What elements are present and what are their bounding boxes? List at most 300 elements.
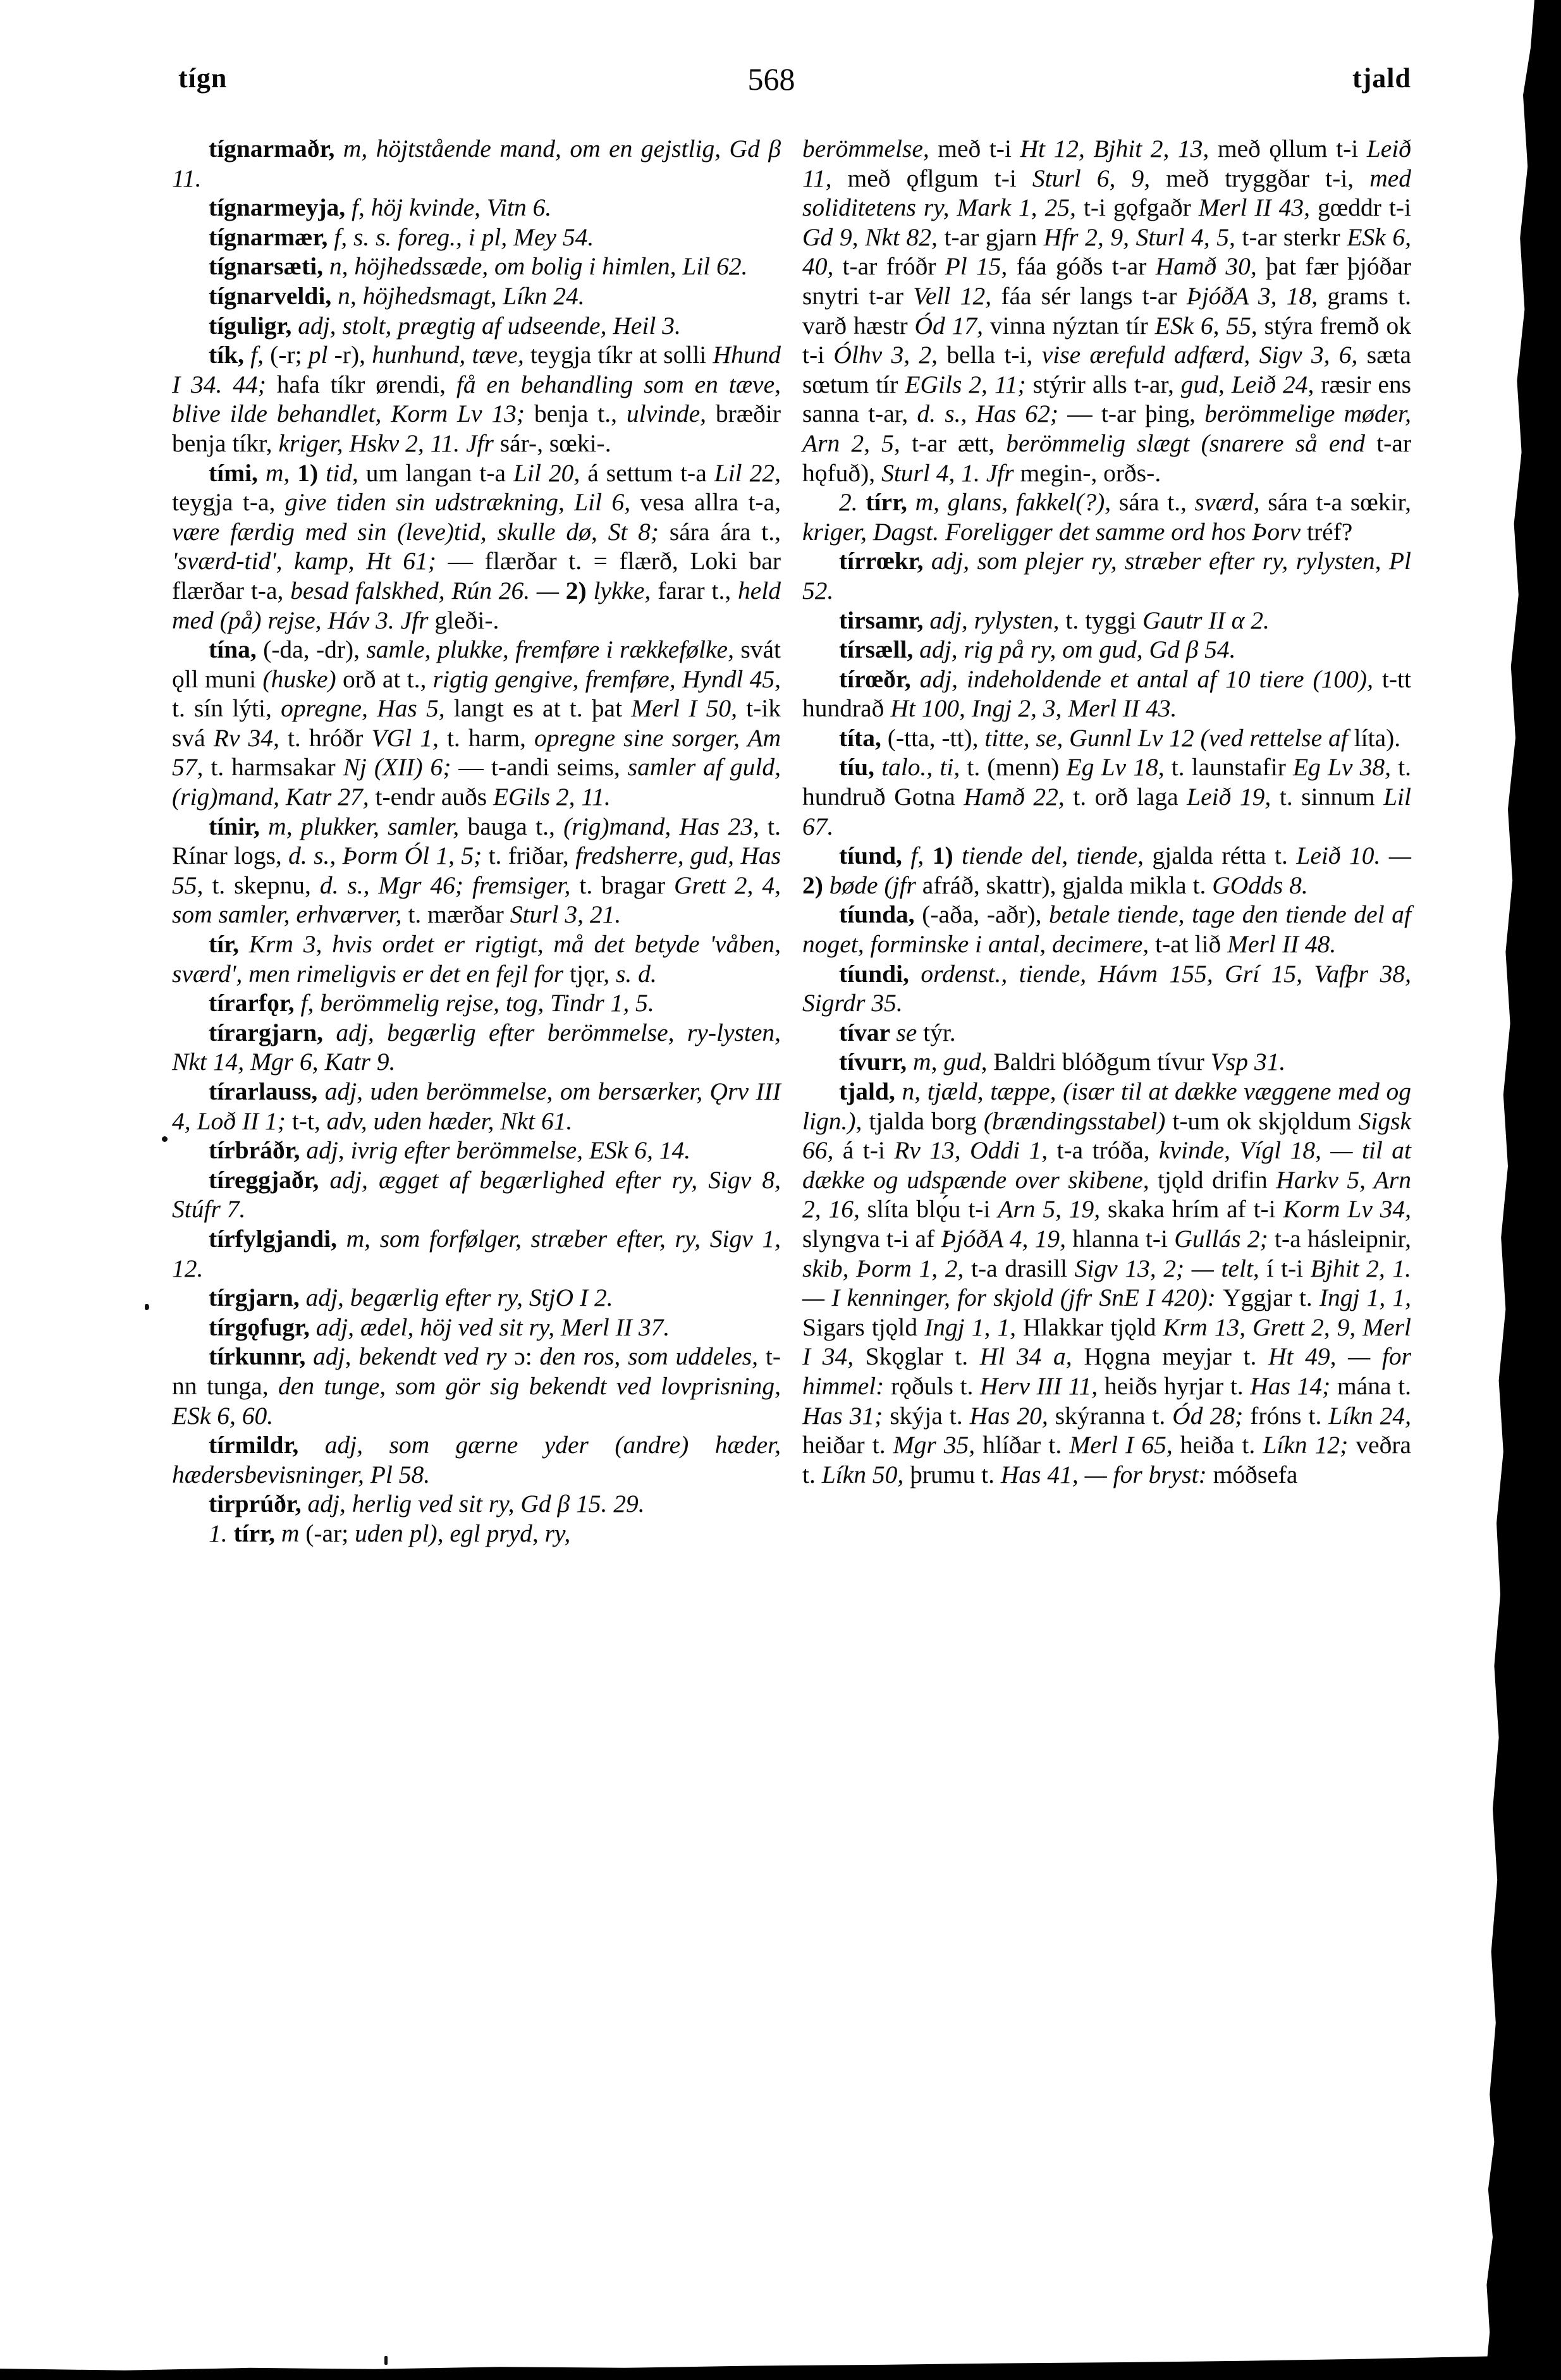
headword: tíreggjaðr,: [209, 1165, 330, 1194]
text-run: svát ǫll muni: [172, 635, 781, 693]
headword: tínir,: [209, 812, 269, 840]
text-run: EGils 2, 11.: [493, 783, 611, 811]
text-run: 'sværd-tid', kamp, Ht 61;: [172, 547, 448, 575]
text-run: adj, stolt, prægtig af udseende, Heil 3.: [298, 311, 681, 340]
text-run: 1): [932, 842, 962, 870]
text-run: heiða t.: [1180, 1431, 1263, 1459]
headword: tíund,: [839, 842, 911, 870]
text-run: með ǫflgum t-i: [847, 164, 1032, 192]
text-run: Has 31;: [802, 1401, 890, 1430]
headword: tírfylgjandi,: [209, 1224, 346, 1253]
text-run: t. bragar: [579, 871, 674, 899]
text-run: Vell 12,: [913, 281, 1001, 310]
text-run: adj, ædel, höj ved sit ry, Merl II 37.: [315, 1313, 670, 1341]
text-run: med soliditetens ry, Mark 1, 25,: [802, 164, 1411, 222]
text-run: Ingj 1, 1,: [1319, 1284, 1411, 1312]
text-run: betale tiende, tage den tiende del af noget, forminske i antal, decimere,: [802, 900, 1411, 959]
text-run: ræsir ens sanna t-ar,: [802, 370, 1412, 428]
scan-edge-right: [1485, 0, 1561, 2380]
text-run: Sigv 13, 2; — telt,: [1074, 1254, 1267, 1282]
text-run: Lil 20,: [513, 458, 588, 487]
dictionary-entry: [172, 1430, 781, 1489]
text-run: berömmelige møder, Arn 2, 5,: [802, 400, 1411, 457]
text-run: Merl II 43,: [1198, 193, 1318, 222]
text-run: sværd,: [1194, 488, 1268, 517]
headword: tír,: [209, 930, 249, 959]
text-run: Hamð 30,: [1155, 252, 1266, 281]
headword: tívar: [839, 1018, 897, 1046]
dictionary-entry: [172, 281, 781, 311]
dictionary-entry: [802, 1018, 1411, 1048]
text-run: n, tjæld, tæppe, (især til at dække væggene med og lign.),: [802, 1077, 1412, 1135]
text-run: EGils 2, 11;: [905, 370, 1033, 398]
text-run: d. s., Þorm Ól 1, 5;: [288, 842, 489, 870]
text-run: Merl I 65,: [1069, 1431, 1180, 1459]
text-run: t. (menn): [967, 753, 1067, 782]
text-run: adj, som plejer ry, stræber efter ry, rylysten, Pl 52.: [802, 547, 1411, 604]
text-run: t-a hásleipnir,: [1275, 1224, 1411, 1253]
text-run: með t-i: [938, 135, 1020, 163]
text-run: t. harmsakar: [211, 753, 343, 782]
text-run: samler af guld, (rig)mand, Katr 27,: [172, 753, 781, 811]
text-run: 1.: [209, 1519, 234, 1547]
text-run: t. tyggi: [1065, 606, 1143, 634]
scan-speck: [162, 1136, 168, 1142]
text-run: få en behandling som en tæve, blive ilde behandlet, Korm Lv 13;: [172, 370, 781, 428]
text-run: hunhund, tæve,: [372, 341, 530, 369]
text-run: skýranna t.: [1055, 1401, 1173, 1430]
dictionary-entry: [172, 1342, 781, 1430]
text-run: (-aða, -aðr),: [922, 900, 1050, 929]
text-run: stýrir alls t-ar,: [1032, 370, 1181, 398]
headword: títa,: [839, 723, 888, 752]
text-run: Pl 15,: [945, 252, 1017, 281]
text-run: m, höjtstående mand, om en gejstlig, Gd β 11.: [172, 135, 781, 192]
headword: tirsamr,: [839, 606, 930, 634]
text-run: rigtig gengive, fremføre, Hyndl 45,: [432, 665, 781, 693]
text-run: 1): [297, 458, 326, 487]
text-run: megin-, orðs-.: [1020, 458, 1161, 487]
text-run: d. s., Has 62;: [917, 400, 1068, 428]
text-run: (brændingsstabel): [983, 1107, 1173, 1135]
page-number: 568: [747, 61, 795, 97]
text-run: rǫðuls t.: [891, 1371, 980, 1400]
headword: tígnarmeyja,: [209, 193, 352, 222]
text-run: Korm Lv 34,: [1283, 1195, 1412, 1224]
text-run: Rv 13, Oddi 1,: [894, 1136, 1057, 1165]
text-run: Leið 11,: [802, 135, 1411, 192]
text-run: slíta blǫ́u t-i: [867, 1195, 998, 1224]
dictionary-entry: [802, 900, 1411, 959]
text-run: s. d.: [616, 959, 657, 988]
text-run: Krm 13, Grett 2, 9, Merl I 34,: [802, 1313, 1411, 1371]
text-run: Sturl 4, 1. Jfr: [881, 458, 1020, 487]
text-run: Ód 28;: [1172, 1401, 1251, 1430]
text-run: t. sín lýti,: [172, 694, 281, 723]
text-run: t-t,: [291, 1107, 327, 1135]
dictionary-entry: [802, 134, 1411, 488]
text-run: VGl 1,: [371, 723, 447, 752]
dictionary-entry: [172, 1018, 781, 1077]
dictionary-entry: [172, 193, 781, 223]
text-run: Gullás 2;: [1174, 1224, 1275, 1253]
text-run: adj, rig på ry, om gud, Gd β 54.: [919, 635, 1236, 664]
text-run: adj, ægget af begærlighed efter ry, Sigv 8, Stúfr 7.: [172, 1165, 781, 1224]
text-run: f,: [910, 842, 933, 870]
text-run: Líkn 24,: [1328, 1401, 1411, 1430]
text-run: t-at lið: [1155, 930, 1228, 959]
text-run: tjǫld drifin: [1158, 1165, 1276, 1194]
text-run: ÞjóðA 4, 19,: [941, 1224, 1073, 1253]
text-run: n, höjhedsmagt, Líkn 24.: [338, 281, 585, 310]
text-run: sára t.,: [1118, 488, 1195, 517]
text-run: t-ar fróðr: [842, 252, 945, 281]
dictionary-entry: [172, 929, 781, 988]
dictionary-entry: [172, 223, 781, 252]
text-run: Ód 17,: [914, 311, 990, 340]
text-run: fredsherre, gud, Has 55,: [172, 842, 781, 899]
text-run: Leið 10. —: [1296, 842, 1411, 870]
text-run: t-a drasill: [970, 1254, 1075, 1282]
text-run: skaka hrím af t-i: [1107, 1195, 1283, 1224]
text-run: f, höj kvinde, Vitn 6.: [351, 193, 552, 222]
text-run: heiðs hyrjar t.: [1104, 1371, 1251, 1400]
dictionary-entry: [172, 340, 781, 458]
text-run: sára t-a sœkir,: [1268, 488, 1411, 517]
text-run: Merl II 48.: [1227, 930, 1337, 959]
text-run: berömmelse,: [802, 135, 938, 163]
text-run: t. skepnu,: [212, 871, 320, 899]
text-run: Hl 34 a,: [979, 1342, 1084, 1371]
headword: tíundi,: [839, 959, 921, 988]
text-run: — flærðar t. = flærð, Loki bar flærðar t-a,: [172, 547, 781, 604]
text-run: Leið 19,: [1187, 783, 1280, 811]
text-run: t. launstafir: [1171, 753, 1293, 782]
text-run: t-i gǫfgaðr: [1083, 193, 1199, 222]
text-run: benja t.,: [534, 400, 627, 428]
text-run: titte, se, Gunnl Lv 12 (ved rettelse af: [984, 723, 1354, 752]
text-run: Eg Lv 18,: [1066, 753, 1172, 782]
text-run: talo., ti,: [881, 753, 967, 782]
dictionary-entry: [172, 252, 781, 281]
headword: tírrœkr,: [839, 547, 931, 575]
text-run: fáa sér langs t-ar: [1001, 281, 1187, 310]
text-run: — t-ar þing,: [1067, 400, 1205, 428]
text-run: Líkn 50,: [821, 1460, 910, 1488]
text-run: með tryggðar t-i,: [1166, 164, 1370, 192]
text-run: t-ar sterkr: [1242, 223, 1347, 251]
dictionary-entry: [172, 988, 781, 1018]
text-run: berömmelig slægt (snarere så end: [1006, 429, 1377, 457]
text-run: Mgr 35,: [893, 1431, 983, 1459]
headword: tírarlauss,: [209, 1077, 325, 1105]
text-run: Arn 5, 19,: [998, 1195, 1108, 1224]
text-run: kriger, Hskv 2, 11. Jfr: [278, 429, 500, 457]
text-run: Ht 12, Bjhit 2, 13,: [1020, 135, 1218, 163]
dictionary-entry: [802, 488, 1411, 546]
headword: tírgǫfugr,: [209, 1313, 316, 1341]
text-run: Has 20,: [969, 1401, 1055, 1430]
headword: tími,: [209, 458, 266, 487]
text-run: tiende del, tiende,: [962, 842, 1153, 870]
text-run: Merl I 50,: [631, 694, 747, 723]
text-run: adj, uden berömmelse, om bersærker, Ǫrv III 4, Loð II 1;: [172, 1077, 781, 1135]
text-run: Líkn 12;: [1263, 1431, 1356, 1459]
text-run: tírr,: [866, 488, 915, 517]
text-run: besad falskhed, Rún 26. —: [290, 576, 566, 604]
dictionary-entry: [172, 1224, 781, 1283]
text-run: — t-andi seims,: [458, 753, 628, 782]
text-run: ɔ:: [514, 1342, 540, 1371]
text-run: -r),: [334, 341, 372, 369]
text-run: týr.: [923, 1018, 956, 1046]
dictionary-entry: [802, 546, 1411, 605]
headword: tírmildr,: [209, 1431, 325, 1459]
text-run: Ólhv 3, 2,: [833, 341, 947, 369]
header-last-headword: tjald: [1352, 63, 1411, 94]
text-run: líta).: [1354, 723, 1401, 752]
text-run: t-tt hundrað: [802, 665, 1411, 723]
text-run: tjǫr,: [570, 959, 616, 988]
dictionary-entry: [802, 959, 1411, 1018]
text-run: þrumu t.: [910, 1460, 1001, 1488]
text-run: Hǫgna meyjar t.: [1084, 1342, 1269, 1371]
text-run: Hhund I 34. 44;: [172, 341, 781, 398]
text-run: á settum t-a: [587, 458, 714, 487]
text-run: ESk 6, 55,: [1154, 311, 1264, 340]
text-run: held med (på) rejse, Háv 3. Jfr: [172, 576, 781, 634]
text-run: give tiden sin udstrækning, Lil 6,: [285, 488, 640, 517]
dictionary-entry: [172, 1136, 781, 1165]
text-run: Sturl 3, 21.: [510, 900, 621, 929]
text-run: tírr,: [233, 1519, 281, 1547]
text-run: þat fær þjóðar snytri t-ar: [802, 252, 1412, 310]
scan-edge-bottom: [0, 2355, 1561, 2380]
text-run: (-tta, -tt),: [887, 723, 985, 752]
text-run: (-da, -dr),: [263, 635, 367, 664]
text-run: bræðir benja tíkr,: [172, 400, 781, 457]
headword: tírsæll,: [839, 635, 920, 664]
headword: tírgjarn,: [209, 1284, 306, 1312]
text-run: adj, som gærne yder (andre) hæder, hædersbevisninger, Pl 58.: [172, 1431, 781, 1488]
text-run: Ingj 1, 1,: [924, 1313, 1023, 1341]
text-run: vise ærefuld adfærd, Sigv 3, 6,: [1041, 341, 1367, 369]
text-run: slyngva t-i af: [802, 1224, 941, 1253]
text-run: mána t.: [1337, 1371, 1411, 1400]
text-run: orð at t.,: [342, 665, 433, 693]
dictionary-entry: [172, 1165, 781, 1224]
text-run: Harkv 5, Arn 2, 16,: [802, 1165, 1412, 1224]
text-run: 2): [565, 576, 594, 604]
text-run: Bjhit 2, 1. — I kenninger, for skjold (jfr SnE I 420):: [802, 1254, 1411, 1312]
text-run: hlanna t-i: [1072, 1224, 1175, 1253]
text-run: tréf?: [1306, 517, 1353, 546]
text-run: skýja t.: [890, 1401, 970, 1430]
text-run: hafa tíkr ørendi,: [276, 370, 456, 398]
text-run: t. harm,: [446, 723, 535, 752]
text-run: heiðar t.: [802, 1431, 893, 1459]
right-column: [802, 134, 1411, 1549]
text-run: teygja tíkr at solli: [530, 341, 713, 369]
dictionary-entry: [802, 841, 1411, 900]
text-run: grams t. varð hæstr: [802, 281, 1411, 340]
headword: tína,: [209, 635, 264, 664]
text-run: (-r;: [270, 341, 309, 369]
text-run: t. sinnum: [1279, 783, 1384, 811]
text-run: d. s., Mgr 46; fremsiger,: [319, 871, 580, 899]
text-run: den tunge, som gör sig bekendt ved lovprisning, ESk 6, 60.: [172, 1371, 781, 1430]
text-run: se: [896, 1018, 924, 1046]
text-run: Lil 67.: [802, 783, 1412, 840]
text-run: Has 41, — for bryst:: [1000, 1460, 1213, 1488]
text-run: adj, begærlig efter berömmelse, ry-lysten, Nkt 14, Mgr 6, Katr 9.: [172, 1018, 781, 1076]
text-run: í t-i: [1266, 1254, 1311, 1282]
text-columns: [172, 134, 1411, 1549]
headword: tík,: [209, 341, 251, 369]
text-run: adj, bekendt ved ry: [313, 1342, 515, 1371]
text-run: Gautr II α 2.: [1142, 606, 1270, 634]
left-column: [172, 134, 781, 1549]
text-run: uden pl), egl pryd, ry,: [355, 1519, 571, 1547]
text-run: kvinde, Vígl 18, — til at dække og udspænde over skibene,: [802, 1136, 1411, 1194]
text-run: langt es at t. þat: [453, 694, 632, 723]
headword: tírarfǫr,: [209, 989, 301, 1017]
text-run: teygja t-a,: [172, 488, 285, 517]
text-run: tjalda borg: [869, 1107, 984, 1135]
headword: tígnarmaðr,: [209, 135, 343, 163]
text-run: adj, herlig ved sit ry, Gd β 15. 29.: [307, 1490, 645, 1518]
text-run: t-endr auðs: [375, 783, 493, 811]
text-run: ordenst., tiende, Hávm 155, Grí 15, Vafþr 38, Sigrdr 35.: [802, 959, 1411, 1017]
text-run: opregne sine sorger, Am 57,: [172, 723, 781, 782]
text-run: Hlakkar tjǫld: [1022, 1313, 1163, 1341]
text-run: adv, uden hæder, Nkt 61.: [326, 1107, 573, 1135]
text-run: gœddr t-i: [1318, 193, 1411, 222]
text-run: Ht 100, Ingj 2, 3, Merl II 43.: [890, 694, 1177, 723]
text-run: t-ar hǫfuð),: [802, 429, 1412, 487]
text-run: ulvinde,: [626, 400, 716, 428]
text-run: Grett 2, 4, som samler, erhværver,: [172, 871, 781, 929]
text-run: t-ar ætt,: [911, 429, 1007, 457]
text-run: t-ik svá: [172, 694, 781, 752]
dictionary-entry: [172, 311, 781, 341]
dictionary-entry: [172, 1489, 781, 1519]
header-first-headword: tígn: [178, 63, 228, 94]
text-run: vesa allra t-a,: [640, 488, 781, 517]
text-run: Sigars tjǫld: [802, 1313, 925, 1341]
text-run: t. hundruð Gotna: [802, 753, 1411, 811]
text-run: t. orð laga: [1073, 783, 1187, 811]
headword: tívurr,: [839, 1048, 914, 1076]
text-run: t. mærðar: [408, 900, 510, 929]
text-run: være færdig med sin (leve)tid, skulle dø, St 8;: [172, 517, 670, 546]
text-run: Rv 34,: [213, 723, 288, 752]
text-run: sára ára t.,: [669, 517, 781, 546]
text-run: adj, indeholdende et antal af 10 tiere (100),: [919, 665, 1382, 693]
dictionary-entry: [172, 1313, 781, 1342]
text-run: t-um ok skjǫldum: [1172, 1107, 1359, 1135]
headword: tígnarveldi,: [209, 281, 338, 310]
text-run: bøde (jfr: [829, 871, 922, 899]
text-run: vinna nýztan tír: [989, 311, 1155, 340]
text-run: Krm 3, hvis ordet er rigtigt, må det betyde 'våben, sværd', men rimeligvis er det en fejl for: [172, 930, 781, 988]
text-run: skib, Þorm 1, 2,: [802, 1254, 971, 1282]
headword: tígnarsæti,: [209, 252, 329, 281]
scan-speck: [145, 1304, 149, 1310]
dictionary-entry: [172, 635, 781, 812]
text-run: sár-, sœki-.: [499, 429, 611, 457]
text-run: gleði-.: [434, 606, 499, 634]
text-run: bauga t.,: [467, 812, 564, 840]
text-run: farar t.,: [658, 576, 738, 604]
text-run: með ǫllum t-i: [1217, 135, 1367, 163]
text-run: m, som forfølger, stræber efter, ry, Sigv 1, 12.: [172, 1224, 781, 1282]
dictionary-entry: [172, 134, 781, 193]
text-run: Skǫglar t.: [865, 1342, 980, 1371]
text-run: fróns t.: [1250, 1401, 1329, 1430]
text-run: Baldri blóðgum tívur: [993, 1048, 1211, 1076]
dictionary-entry: [172, 812, 781, 929]
dictionary-entry: [172, 458, 781, 635]
text-run: t-a tróða,: [1056, 1136, 1160, 1165]
text-run: (rig)mand, Has 23,: [563, 812, 768, 840]
text-run: den ros, som uddeles,: [539, 1342, 766, 1371]
text-run: Nj (XII) 6;: [343, 753, 459, 782]
headword: tírbráðr,: [209, 1136, 307, 1165]
text-run: 2.: [839, 488, 866, 517]
dictionary-entry: [802, 665, 1411, 723]
dictionary-entry: [172, 1077, 781, 1136]
text-run: Lil 22,: [714, 458, 781, 487]
text-run: sæta sœtum tír: [802, 341, 1411, 398]
text-run: f, berömmelig rejse, tog, Tindr 1, 5.: [300, 989, 654, 1017]
text-run: bella t-i,: [946, 341, 1042, 369]
dictionary-entry: [172, 1283, 781, 1313]
text-run: Hamð 22,: [964, 783, 1074, 811]
text-run: ESk 6, 40,: [802, 223, 1411, 281]
text-run: m,: [265, 458, 298, 487]
text-run: Sturl 6, 9,: [1032, 164, 1166, 192]
text-run: stýra fremð ok t-i: [802, 311, 1411, 369]
text-run: afráð, skattr), gjalda mikla t.: [922, 871, 1213, 899]
headword: tíguligr,: [209, 311, 298, 340]
headword: tígnarmær,: [209, 223, 334, 251]
text-run: gud, Leið 24,: [1180, 370, 1321, 398]
text-run: (-ar;: [305, 1519, 355, 1547]
text-run: Gd 9, Nkt 82,: [802, 223, 945, 251]
headword: tíunda,: [839, 900, 922, 929]
text-run: tid,: [326, 458, 366, 487]
text-run: adj, ivrig efter berömmelse, ESk 6, 14.: [306, 1136, 691, 1165]
text-run: n, höjhedssæde, om bolig i himlen, Lil 62.: [329, 252, 748, 281]
text-run: adj, rylysten,: [929, 606, 1066, 634]
text-run: 2): [802, 871, 829, 899]
text-run: t. friðar,: [488, 842, 576, 870]
text-run: kriger, Dagst. Foreligger det samme ord hos Þorv: [802, 517, 1307, 546]
text-run: gjalda rétta t.: [1152, 842, 1297, 870]
text-run: hlíðar t.: [983, 1431, 1070, 1459]
dictionary-entry: [802, 1077, 1411, 1489]
text-run: t-ar gjarn: [944, 223, 1044, 251]
text-run: m, plukker, samler,: [268, 812, 468, 840]
running-header: [178, 62, 1411, 94]
dictionary-entry: [802, 752, 1411, 841]
dictionary-entry: [802, 1047, 1411, 1077]
text-run: Ht 49, — for himmel:: [802, 1342, 1412, 1400]
text-run: móðsefa: [1213, 1460, 1298, 1488]
text-run: samle, plukke, fremføre i rækkefølke,: [366, 635, 741, 664]
headword: tirprúðr,: [209, 1490, 308, 1518]
